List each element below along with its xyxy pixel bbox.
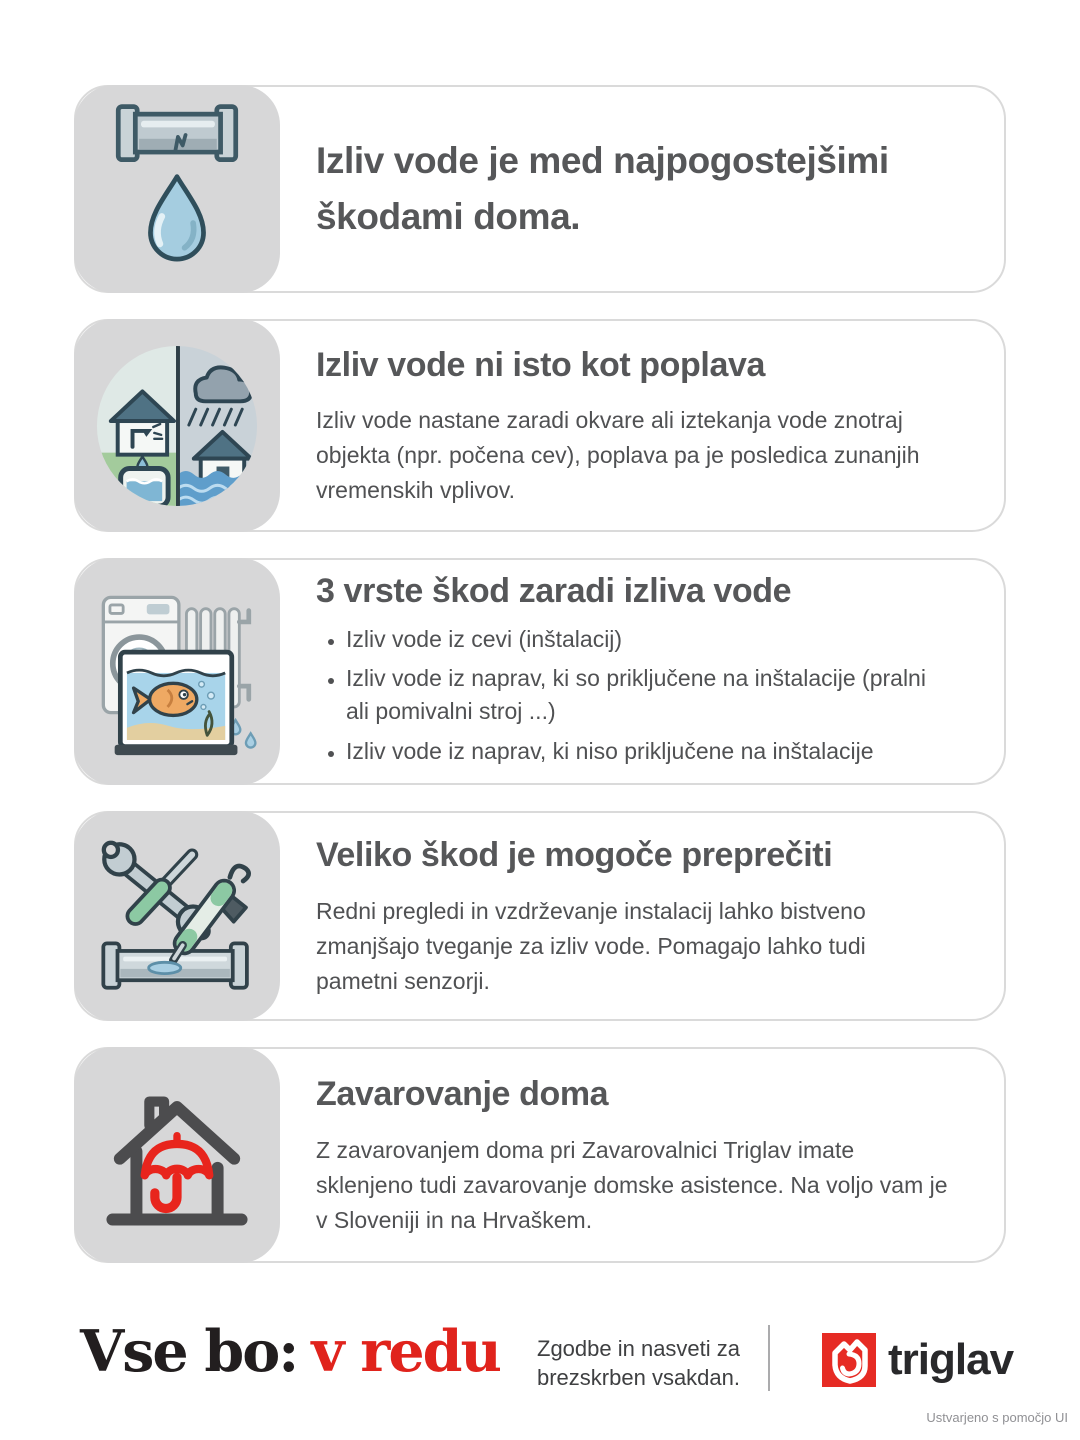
tagline-line-1: Zgodbe in nasveti za (537, 1336, 741, 1361)
card-list (74, 85, 1006, 1263)
tagline-line-2: brezskrben vsakdan. (537, 1365, 740, 1391)
triglav-emblem-icon (822, 1333, 876, 1387)
triglav-logo-text: triglav (888, 1335, 1014, 1384)
card-body: Z zavarovanjem doma pri Zavarovalnici Triglav imate sklenjeno tudi zavarovanje domske asistence. Na voljo vam je v Sloveniji in na Hrvaškem. (316, 1136, 948, 1233)
brand-slogan-red: v redu (311, 1318, 500, 1385)
icon-tile (74, 811, 280, 1021)
leak-vs-flood-icon (93, 342, 261, 510)
house-umbrella-icon (94, 1072, 260, 1238)
card-body: Redni pregledi in vzdrževanje instalacij lahko bistveno zmanjšajo tveganje za izliv vode. Pomagajo lahko tudi pametni senzorji. (316, 897, 866, 994)
bullet-item: • Izliv vode iz cevi (inštalacij) (346, 623, 952, 656)
card-title: Veliko škod je mogoče preprečiti (316, 836, 833, 875)
icon-tile (74, 319, 280, 532)
brand-slogan (80, 1318, 500, 1385)
card-bullets (316, 623, 952, 768)
card-leak-vs-flood (74, 319, 1006, 532)
appliances-aquarium-icon (92, 584, 262, 760)
pipe-leak-drop-icon (101, 99, 253, 279)
card-home-insurance (74, 1047, 1006, 1263)
footer-divider (768, 1325, 770, 1391)
card-title: 3 vrste škod zaradi izliva vode (316, 571, 792, 610)
brand-tagline (537, 1334, 740, 1393)
tools-caulk-gun-icon (92, 830, 262, 1002)
icon-tile (74, 558, 280, 785)
triglav-logo (822, 1333, 1013, 1387)
card-water-leak-common (74, 85, 1006, 293)
card-damage-types (74, 558, 1006, 785)
icon-tile (74, 1047, 280, 1263)
watermark-text: Ustvarjeno s pomočjo UI (926, 1410, 1068, 1425)
bullet-item: • Izliv vode iz naprav, ki so priključene na inštalacije (pralni ali pomivalni stroj ...) (346, 662, 952, 727)
brand-slogan-black: Vse bo: (80, 1318, 298, 1385)
card-title: Izliv vode ni isto kot poplava (316, 345, 765, 384)
card-prevention (74, 811, 1006, 1021)
icon-tile (74, 85, 280, 293)
bullet-item: • Izliv vode iz naprav, ki niso priključene na inštalacije (346, 735, 952, 768)
card-title: Izliv vode je med najpogostejšimi škodami doma. (316, 139, 889, 237)
card-body: Izliv vode nastane zaradi okvare ali iztekanja vode znotraj objekta (npr. počena cev), poplava pa je posledica zunanjih vremenskih vplivov. (316, 407, 920, 504)
card-title: Zavarovanje doma (316, 1075, 609, 1114)
